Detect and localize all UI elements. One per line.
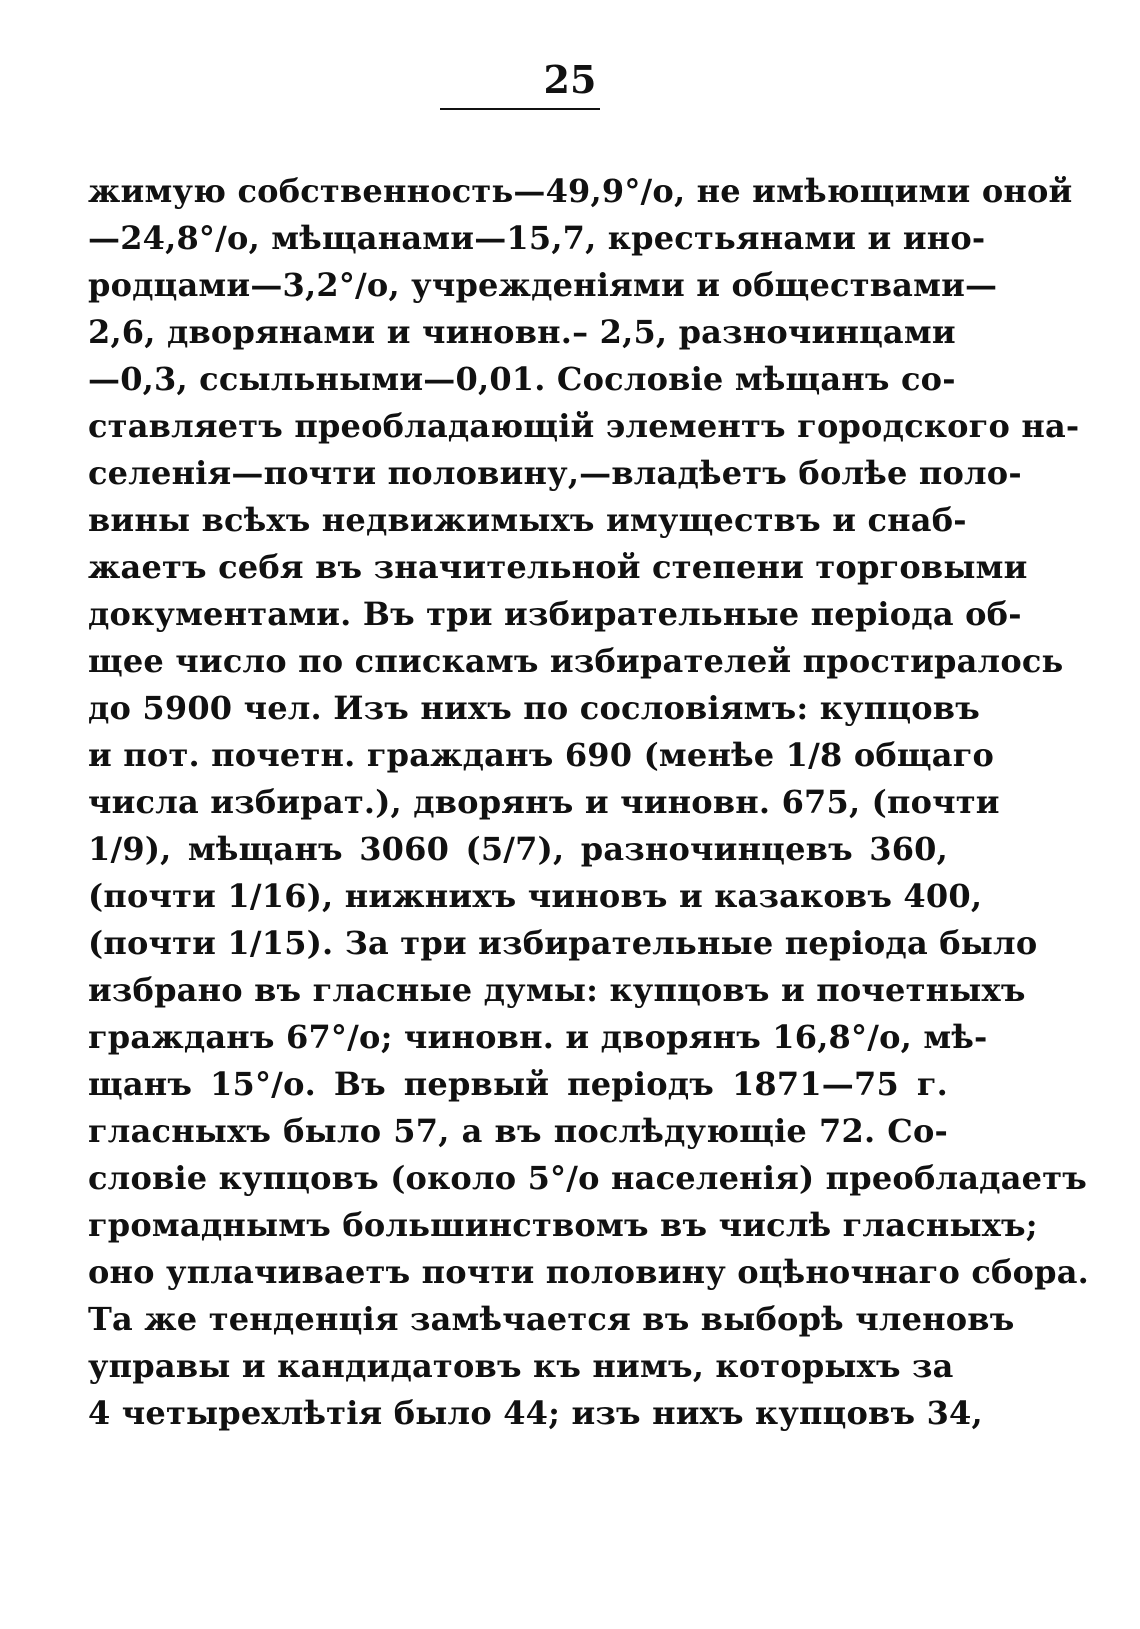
text-line: управы и кандидатовъ къ нимъ, которыхъ за (88, 1347, 954, 1385)
text-line: документами. Въ три избирательные періода об- (88, 595, 1022, 633)
text-line: 4 четырехлѣтія было 44; изъ нихъ купцовъ 34, (88, 1394, 983, 1432)
text-line: 2,6, дворянами и чиновн.– 2,5, разночинцами (88, 313, 956, 351)
text-line: жаетъ себя въ значительной степени торговыми (88, 548, 1028, 586)
text-line: (почти 1/16), нижнихъ чиновъ и казаковъ 400, (88, 877, 983, 915)
text-line: 1/9), мѣщанъ 3060 (5/7), разночинцевъ 360, (88, 830, 948, 868)
text-line: вины всѣхъ недвижимыхъ имуществъ и снаб- (88, 501, 967, 539)
text-line: гражданъ 67°/о; чиновн. и дворянъ 16,8°/о, мѣ- (88, 1018, 988, 1056)
page-number: 25 (543, 57, 597, 102)
body-text (88, 168, 1089, 1437)
text-line: ставляетъ преобладающій элементъ городского на- (88, 407, 1080, 445)
text-line: щее число по спискамъ избирателей простиралось (88, 642, 1064, 680)
text-line: и пот. почетн. гражданъ 690 (менѣе 1/8 общаго (88, 736, 995, 774)
text-line: до 5900 чел. Изъ нихъ по сословіямъ: купцовъ (88, 689, 980, 727)
text-line: жимую собственность—49,9°/о, не имѣющими оной (88, 172, 1073, 210)
text-line: громаднымъ большинствомъ въ числѣ гласныхъ; (88, 1206, 1038, 1244)
header-rule (440, 108, 600, 110)
text-line: —0,3, ссыльными—0,01. Сословіе мѣщанъ со- (88, 360, 956, 398)
text-line: (почти 1/15). За три избирательные періода было (88, 924, 1038, 962)
text-line: щанъ 15°/о. Въ первый періодъ 1871—75 г. (88, 1065, 948, 1103)
text-line: словіе купцовъ (около 5°/о населенія) преобладаетъ (88, 1159, 1087, 1197)
text-line: селенія—почти половину,—владѣетъ болѣе поло- (88, 454, 1022, 492)
text-line: —24,8°/о, мѣщанами—15,7, крестьянами и ино- (88, 219, 986, 257)
text-line: Та же тенденція замѣчается въ выборѣ членовъ (88, 1300, 1015, 1338)
text-line: числа избират.), дворянъ и чиновн. 675, (почти (88, 783, 1000, 821)
text-line: оно уплачиваетъ почти половину оцѣночнаго сбора. (88, 1253, 1089, 1291)
text-line: родцами—3,2°/о, учрежденіями и обществами— (88, 266, 998, 304)
text-line: гласныхъ было 57, а въ послѣдующіе 72. Со- (88, 1112, 948, 1150)
text-line: избрано въ гласные думы: купцовъ и почетныхъ (88, 971, 1026, 1009)
